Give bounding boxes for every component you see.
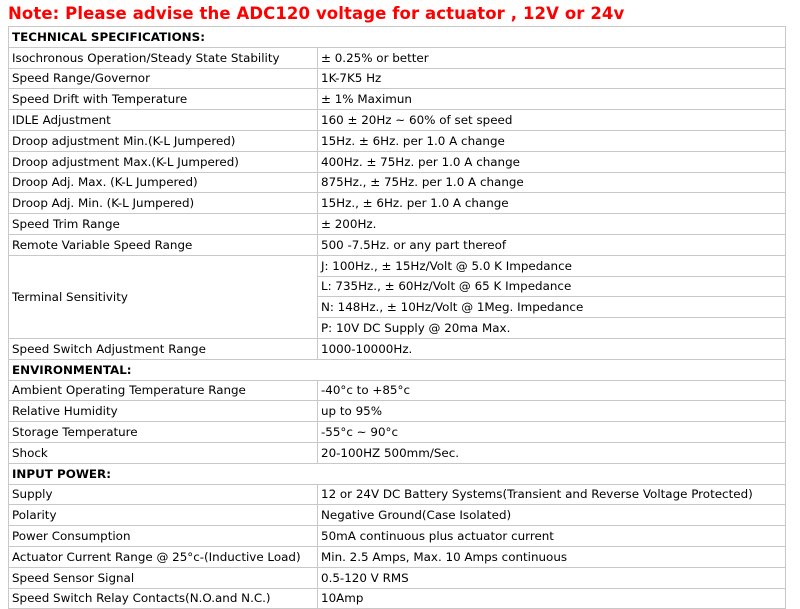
spec-value: 12 or 24V DC Battery Systems(Transient and Reverse Voltage Protected) <box>318 484 786 505</box>
input-power-section-header: INPUT POWER: <box>9 463 786 484</box>
spec-label: Speed Switch Relay Contacts(N.O.and N.C.) <box>9 588 318 609</box>
spec-value: ± 1% Maximun <box>318 89 786 110</box>
spec-value: ± 200Hz. <box>318 214 786 235</box>
table-row <box>9 234 786 255</box>
spec-label: Actuator Current Range @ 25°c-(Inductive Load) <box>9 546 318 567</box>
spec-value: 500 -7.5Hz. or any part thereof <box>318 234 786 255</box>
spec-label: Remote Variable Speed Range <box>9 234 318 255</box>
spec-value: 1000-10000Hz. <box>318 338 786 359</box>
spec-label: Droop adjustment Min.(K-L Jumpered) <box>9 130 318 151</box>
terminal-sensitivity-value: L: 735Hz., ± 60Hz/Volt @ 65 K Impedance <box>318 276 786 297</box>
spec-label: Droop Adj. Max. (K-L Jumpered) <box>9 172 318 193</box>
spec-value: Min. 2.5 Amps, Max. 10 Amps continuous <box>318 546 786 567</box>
spec-value: up to 95% <box>318 401 786 422</box>
spec-label: Storage Temperature <box>9 422 318 443</box>
spec-label: Speed Trim Range <box>9 214 318 235</box>
table-row <box>9 546 786 567</box>
voltage-note: Note: Please advise the ADC120 voltage for actuator , 12V or 24v <box>8 4 625 23</box>
spec-value: 160 ± 20Hz ~ 60% of set speed <box>318 110 786 131</box>
table-row <box>9 526 786 547</box>
section-row <box>9 27 786 48</box>
table-row <box>9 151 786 172</box>
table-row <box>9 505 786 526</box>
spec-value: 20-100HZ 500mm/Sec. <box>318 442 786 463</box>
terminal-sensitivity-value: P: 10V DC Supply @ 20ma Max. <box>318 318 786 339</box>
table-row <box>9 338 786 359</box>
spec-value: 400Hz. ± 75Hz. per 1.0 A change <box>318 151 786 172</box>
spec-value: 50mA continuous plus actuator current <box>318 526 786 547</box>
table-row <box>9 442 786 463</box>
spec-value: -55°c ~ 90°c <box>318 422 786 443</box>
technical-section-header: TECHNICAL SPECIFICATIONS: <box>9 27 786 48</box>
spec-value: 0.5-120 V RMS <box>318 567 786 588</box>
spec-label: Droop adjustment Max.(K-L Jumpered) <box>9 151 318 172</box>
spec-label: Polarity <box>9 505 318 526</box>
spec-label: Speed Range/Governor <box>9 68 318 89</box>
spec-label: Droop Adj. Min. (K-L Jumpered) <box>9 193 318 214</box>
table-row <box>9 130 786 151</box>
spec-label: Speed Drift with Temperature <box>9 89 318 110</box>
spec-value: -40°c to +85°c <box>318 380 786 401</box>
spec-value: 1K-7K5 Hz <box>318 68 786 89</box>
spec-label: Relative Humidity <box>9 401 318 422</box>
spec-label: Power Consumption <box>9 526 318 547</box>
table-row <box>9 214 786 235</box>
spec-label: Supply <box>9 484 318 505</box>
spec-value: 15Hz., ± 6Hz. per 1.0 A change <box>318 193 786 214</box>
spec-value: 15Hz. ± 6Hz. per 1.0 A change <box>318 130 786 151</box>
environmental-section-header: ENVIRONMENTAL: <box>9 359 786 380</box>
table-row <box>9 484 786 505</box>
section-row <box>9 463 786 484</box>
table-row <box>9 193 786 214</box>
table-row <box>9 110 786 131</box>
spec-table <box>8 26 786 609</box>
terminal-sensitivity-value: J: 100Hz., ± 15Hz/Volt @ 5.0 K Impedance <box>318 255 786 276</box>
terminal-sensitivity-label: Terminal Sensitivity <box>9 255 318 338</box>
spec-label: Ambient Operating Temperature Range <box>9 380 318 401</box>
spec-label: Speed Switch Adjustment Range <box>9 338 318 359</box>
spec-label: Shock <box>9 442 318 463</box>
spec-label: IDLE Adjustment <box>9 110 318 131</box>
table-row <box>9 401 786 422</box>
spec-label: Isochronous Operation/Steady State Stability <box>9 47 318 68</box>
table-row <box>9 422 786 443</box>
table-row <box>9 255 786 276</box>
spec-label: Speed Sensor Signal <box>9 567 318 588</box>
terminal-sensitivity-value: N: 148Hz., ± 10Hz/Volt @ 1Meg. Impedance <box>318 297 786 318</box>
table-row <box>9 89 786 110</box>
spec-value: 875Hz., ± 75Hz. per 1.0 A change <box>318 172 786 193</box>
spec-value: Negative Ground(Case Isolated) <box>318 505 786 526</box>
spec-value: ± 0.25% or better <box>318 47 786 68</box>
section-row <box>9 359 786 380</box>
table-row <box>9 172 786 193</box>
spec-value: 10Amp <box>318 588 786 609</box>
table-row <box>9 47 786 68</box>
table-row <box>9 68 786 89</box>
table-row <box>9 380 786 401</box>
table-row <box>9 588 786 609</box>
table-row <box>9 567 786 588</box>
